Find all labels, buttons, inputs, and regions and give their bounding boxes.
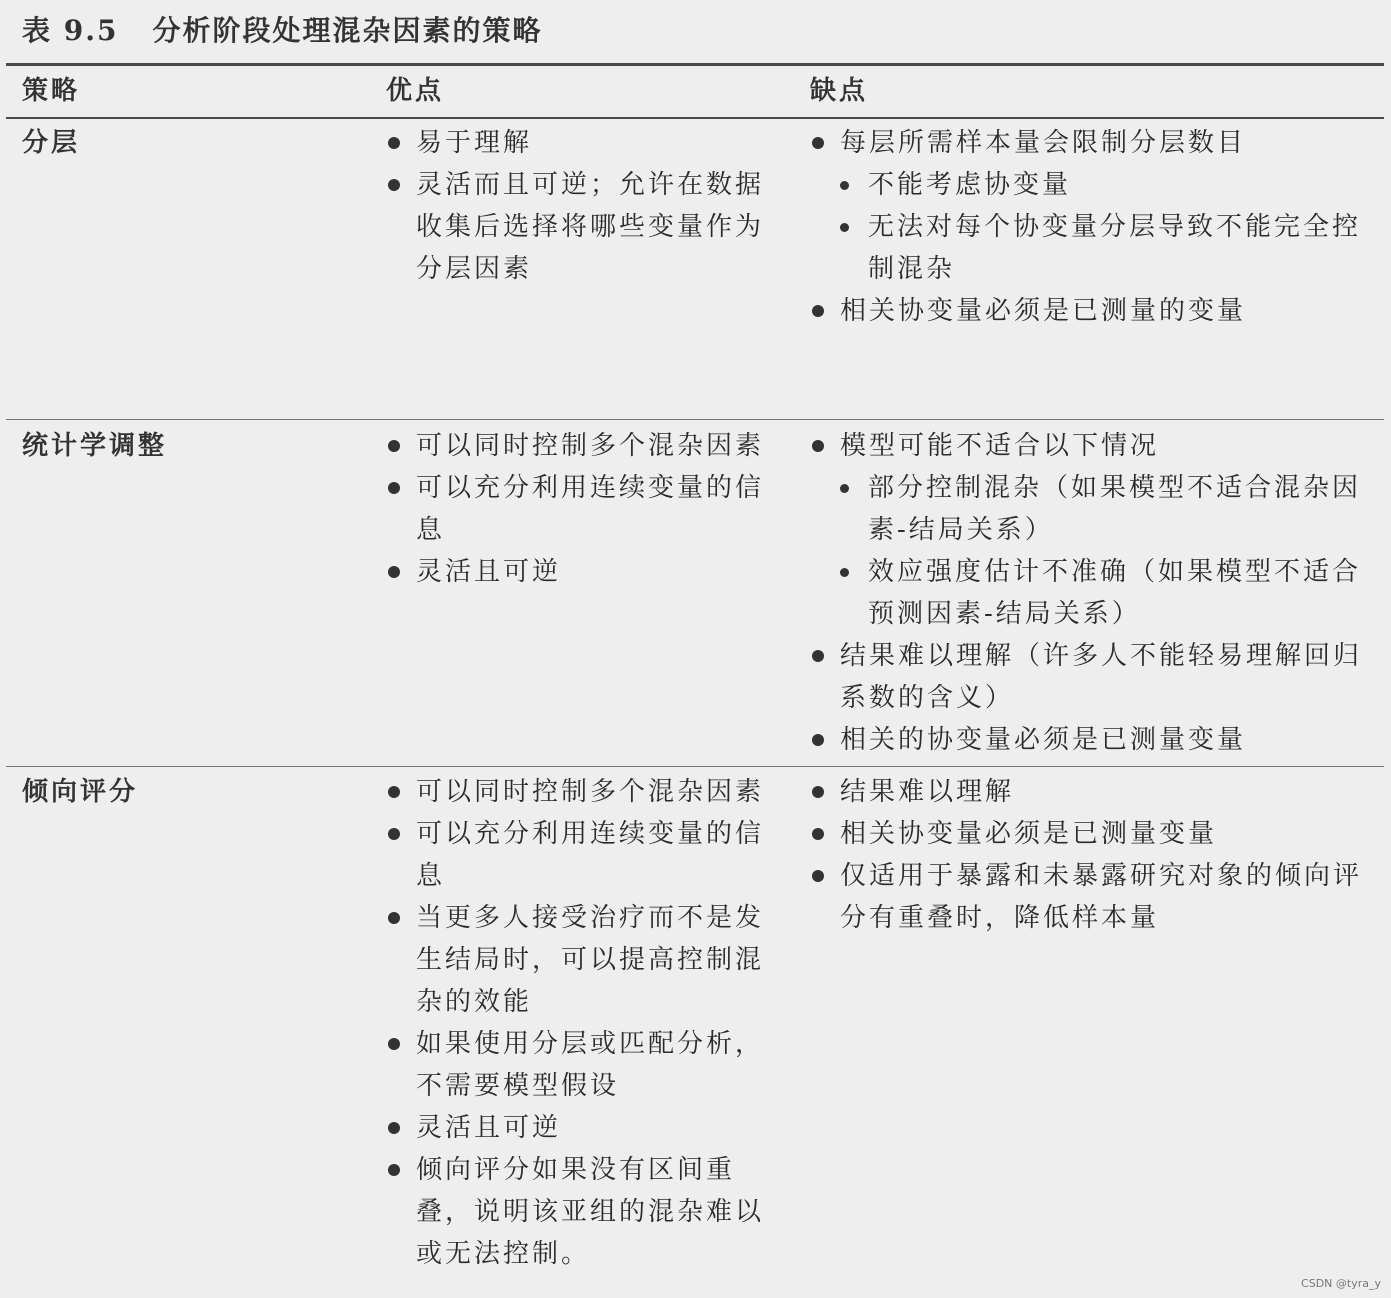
- list-item: 每层所需样本量会限制分层数目: [810, 122, 1380, 164]
- row-divider: [6, 766, 1384, 767]
- list-item: 仅适用于暴露和未暴露研究对象的倾向评分有重叠时，降低样本量: [810, 855, 1380, 939]
- list-item: 模型可能不适合以下情况: [810, 425, 1380, 467]
- list-item: 倾向评分如果没有区间重叠，说明该亚组的混杂难以或无法控制。: [386, 1149, 786, 1275]
- list-item: 灵活且可逆: [386, 551, 786, 593]
- pros-list: [386, 771, 786, 1275]
- watermark: CSDN @tyra_y: [1301, 1277, 1381, 1290]
- row-divider: [6, 419, 1384, 420]
- list-item: 结果难以理解（许多人不能轻易理解回归系数的含义）: [810, 635, 1380, 719]
- pros-list: [386, 425, 786, 593]
- table-number: 表 9.5: [22, 14, 119, 47]
- header-strategy: 策略: [22, 76, 81, 106]
- header-rule: [6, 117, 1384, 119]
- header-pros: 优点: [386, 76, 445, 106]
- cons-list: [810, 425, 1380, 761]
- list-item: 可以同时控制多个混杂因素: [386, 771, 786, 813]
- strategy-cell: 分层: [22, 128, 81, 158]
- list-item: 可以充分利用连续变量的信息: [386, 467, 786, 551]
- list-item: 可以同时控制多个混杂因素: [386, 425, 786, 467]
- list-item: 如果使用分层或匹配分析，不需要模型假设: [386, 1023, 786, 1107]
- sub-list-item: 无法对每个协变量分层导致不能完全控制混杂: [838, 206, 1380, 290]
- sub-list-item: 不能考虑协变量: [838, 164, 1380, 206]
- cons-list: [810, 771, 1380, 939]
- list-item: 灵活而且可逆；允许在数据收集后选择将哪些变量作为分层因素: [386, 164, 786, 290]
- table-title: 分析阶段处理混杂因素的策略: [152, 14, 543, 47]
- list-item: 可以充分利用连续变量的信息: [386, 813, 786, 897]
- table-caption: [22, 8, 542, 54]
- top-rule: [6, 63, 1384, 66]
- pros-list: [386, 122, 786, 290]
- sub-list-item: 部分控制混杂（如果模型不适合混杂因素-结局关系）: [838, 467, 1380, 551]
- list-item: 相关协变量必须是已测量的变量: [810, 290, 1380, 332]
- list-item: 相关协变量必须是已测量变量: [810, 813, 1380, 855]
- list-item: 当更多人接受治疗而不是发生结局时，可以提高控制混杂的效能: [386, 897, 786, 1023]
- sub-list-item: 效应强度估计不准确（如果模型不适合预测因素-结局关系）: [838, 551, 1380, 635]
- list-item: 结果难以理解: [810, 771, 1380, 813]
- strategy-cell: 倾向评分: [22, 777, 139, 807]
- header-cons: 缺点: [810, 76, 869, 106]
- list-item: 易于理解: [386, 122, 786, 164]
- list-item: 相关的协变量必须是已测量变量: [810, 719, 1380, 761]
- strategy-cell: 统计学调整: [22, 431, 168, 461]
- list-item: 灵活且可逆: [386, 1107, 786, 1149]
- cons-list: [810, 122, 1380, 332]
